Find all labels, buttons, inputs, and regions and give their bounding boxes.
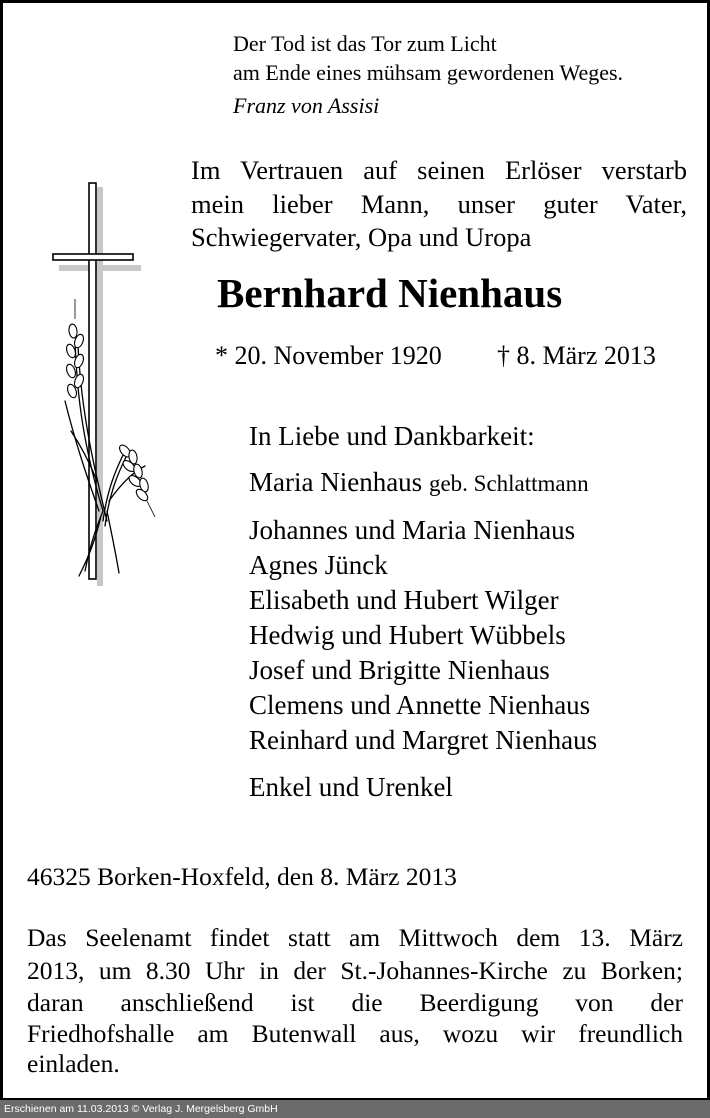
death-date: † 8. März 2013 (497, 341, 656, 370)
place-date: 46325 Borken-Hoxfeld, den 8. März 2013 (27, 862, 457, 891)
grandchildren-line: Enkel und Urenkel (249, 772, 453, 802)
service-line-5: einladen. (27, 1049, 120, 1078)
cross-shape (53, 183, 133, 579)
family-member: Clemens und Annette Nienhaus (249, 690, 591, 720)
family-member: Hedwig und Hubert Wübbels (249, 620, 566, 650)
spouse-name: Maria Nienhaus (249, 467, 423, 497)
cross-with-wheat-icon (45, 181, 157, 586)
intro-line-1: Im Vertrauen auf seinen Erlöser verstarb (191, 155, 687, 185)
spouse-birthname: geb. Schlattmann (428, 471, 589, 496)
quote-author: Franz von Assisi (233, 93, 380, 118)
family-member: Elisabeth und Hubert Wilger (249, 585, 559, 615)
spouse-line (249, 467, 589, 498)
service-line-1: Das Seelenamt findet statt am Mittwoch dem 13. März (27, 923, 683, 952)
publication-footer: Erschienen am 11.03.2013 © Verlag J. Mergelsberg GmbH (0, 1100, 710, 1118)
deceased-name: Bernhard Nienhaus (217, 270, 563, 316)
intro-line-3: Schwiegervater, Opa und Uropa (191, 222, 532, 252)
service-line-3: daran anschließend ist die Beerdigung von der (27, 988, 683, 1017)
service-line-4: Friedhofshalle am Butenwall aus, wozu wir freundlich (27, 1019, 683, 1048)
quote-line-2: am Ende eines mühsam gewordenen Weges. (233, 60, 624, 85)
family-member: Josef und Brigitte Nienhaus (249, 655, 550, 685)
mourners-heading: In Liebe und Dankbarkeit: (249, 421, 535, 451)
family-member: Johannes und Maria Nienhaus (249, 515, 576, 545)
wheat-ear-left (65, 299, 85, 399)
family-member: Reinhard und Margret Nienhaus (249, 725, 598, 755)
family-member: Agnes Jünck (249, 550, 388, 580)
wheat-ear-right (117, 443, 155, 517)
birth-date: * 20. November 1920 (215, 341, 442, 370)
quote-line-1: Der Tod ist das Tor zum Licht (233, 31, 497, 56)
intro-line-2: mein lieber Mann, unser guter Vater, (191, 189, 687, 219)
service-line-2: 2013, um 8.30 Uhr in der St.-Johannes-Kirche zu Borken; (27, 956, 683, 985)
